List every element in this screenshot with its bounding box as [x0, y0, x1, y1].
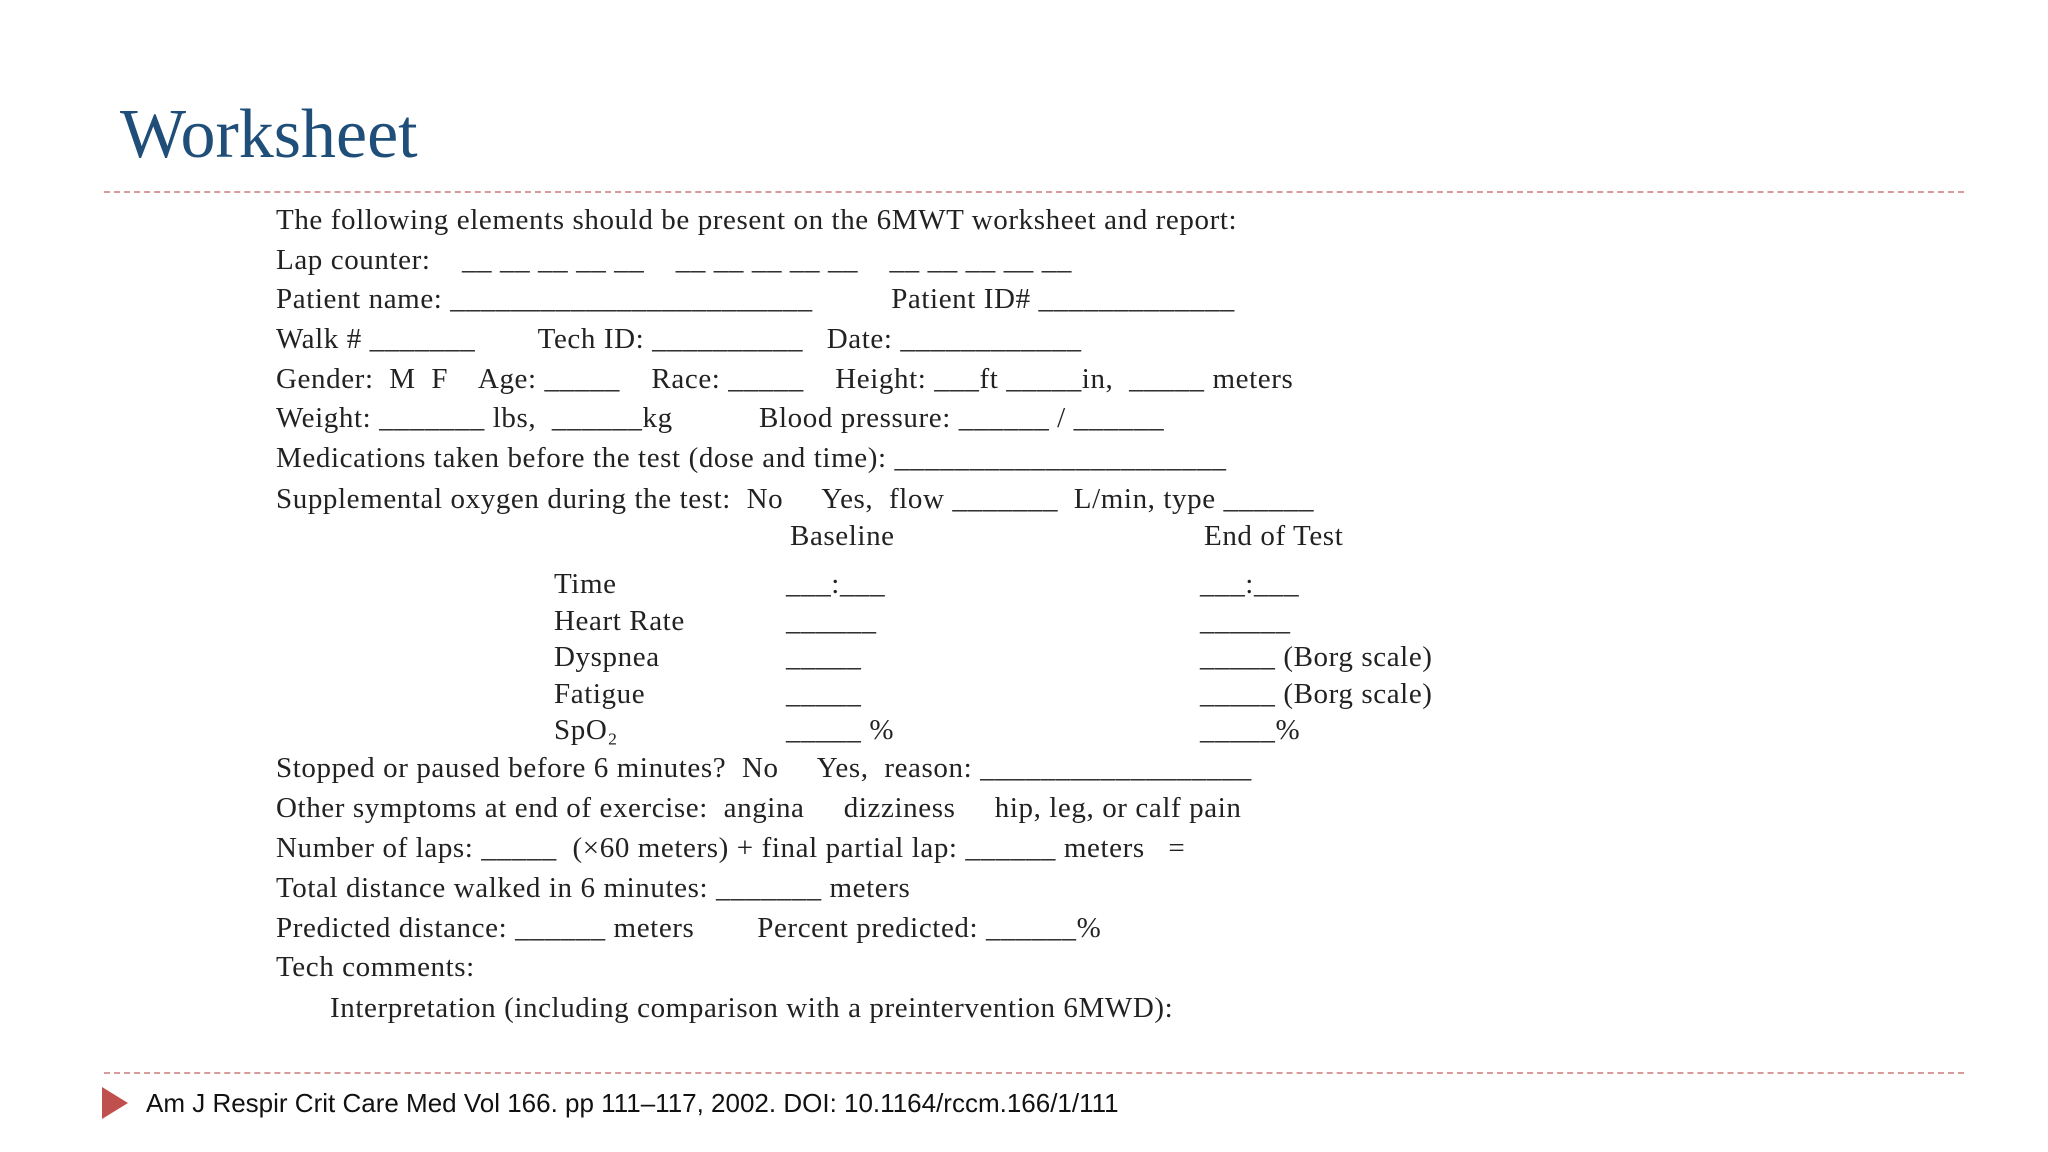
table-row-baseline: _____	[786, 641, 862, 673]
symptoms-line: Other symptoms at end of exercise: angina dizziness hip, leg, or calf pain	[276, 792, 1242, 824]
lap-counter-line: Lap counter: __ __ __ __ __ __ __ __ __ __ __ __ __ __ __	[276, 244, 1072, 276]
gender-age-line: Gender: M F Age: _____ Race: _____ Height: ___ft _____in, _____ meters	[276, 363, 1294, 395]
oxygen-line: Supplemental oxygen during the test: No Yes, flow _______ L/min, type ______	[276, 483, 1315, 515]
table-row-label: Fatigue	[554, 678, 646, 710]
table-row-baseline: ______	[786, 605, 877, 637]
citation: Am J Respir Crit Care Med Vol 166. pp 111–117, 2002. DOI: 10.1164/rccm.166/1/111	[146, 1087, 1119, 1118]
table-row-baseline: _____ %	[786, 714, 895, 746]
table-row-baseline: ___:___	[786, 568, 886, 600]
stopped-line: Stopped or paused before 6 minutes? No Yes, reason: __________________	[276, 752, 1252, 784]
walk-tech-date-line: Walk # _______ Tech ID: __________ Date: ____________	[276, 323, 1082, 355]
medications-line: Medications taken before the test (dose and time): ______________________	[276, 442, 1227, 474]
form-intro: The following elements should be present on the 6MWT worksheet and report:	[276, 204, 1238, 236]
weight-bp-line: Weight: _______ lbs, ______kg Blood pressure: ______ / ______	[276, 402, 1165, 434]
footer	[102, 1087, 1119, 1119]
bullet-triangle-icon	[102, 1087, 128, 1119]
end-of-test-header: End of Test	[1204, 520, 1344, 552]
top-divider	[104, 191, 1964, 193]
table-row-end: ______	[1200, 605, 1291, 637]
total-distance-line: Total distance walked in 6 minutes: _______ meters	[276, 872, 911, 904]
table-row-end: _____ (Borg scale)	[1200, 678, 1433, 710]
table-row-baseline: _____	[786, 678, 862, 710]
predicted-line: Predicted distance: ______ meters Percent predicted: ______%	[276, 912, 1102, 944]
table-row-label: Dyspnea	[554, 641, 660, 673]
bottom-divider	[104, 1072, 1964, 1074]
table-row-end: _____ (Borg scale)	[1200, 641, 1433, 673]
table-row-end: _____%	[1200, 714, 1301, 746]
baseline-header: Baseline	[790, 520, 895, 552]
tech-comments-line: Tech comments:	[276, 951, 475, 983]
slide-title: Worksheet	[120, 96, 418, 173]
table-row-label: SpO₂	[554, 714, 619, 746]
table-row-label: Time	[554, 568, 617, 600]
patient-name-line: Patient name: ________________________ Patient ID# _____________	[276, 283, 1235, 315]
table-row-end: ___:___	[1200, 568, 1300, 600]
laps-line: Number of laps: _____ (×60 meters) + final partial lap: ______ meters =	[276, 832, 1186, 864]
table-row-label: Heart Rate	[554, 605, 685, 637]
interpretation-line: Interpretation (including comparison with a preintervention 6MWD):	[330, 992, 1174, 1024]
